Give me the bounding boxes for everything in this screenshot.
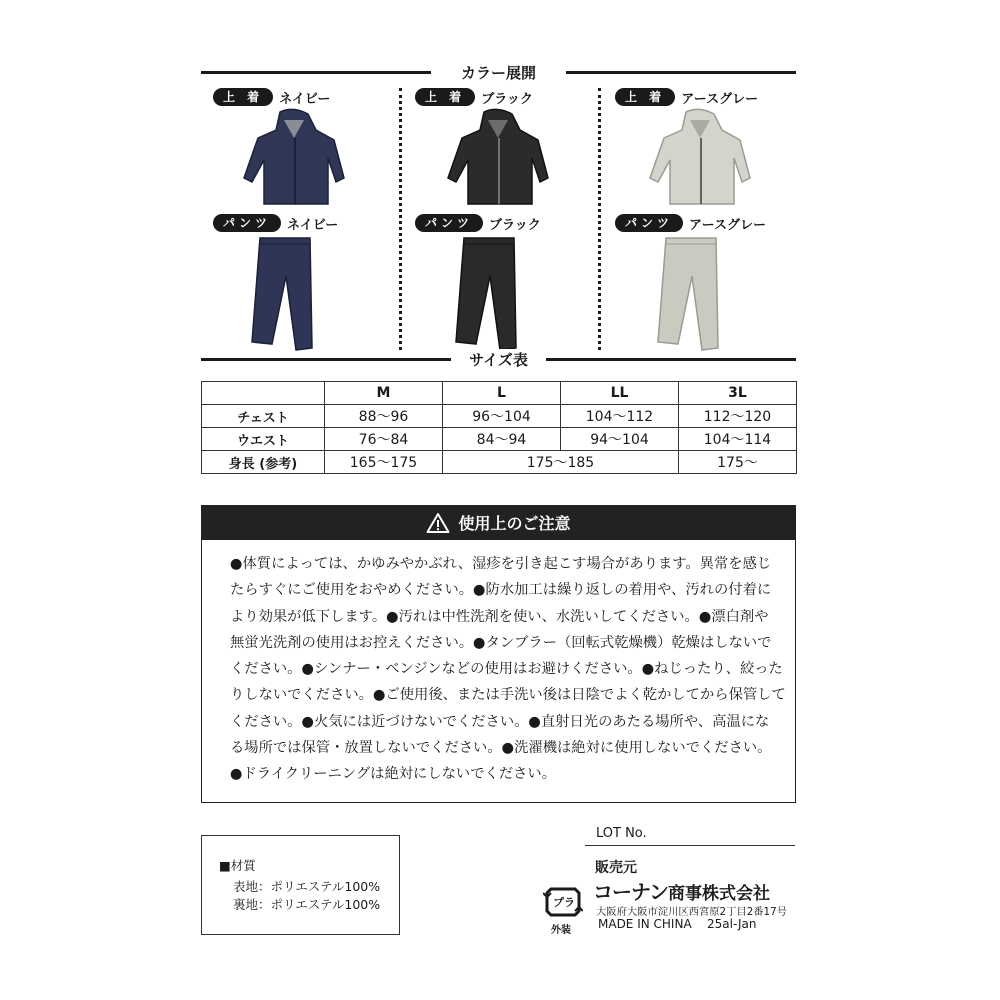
company-name <box>593 876 770 905</box>
caution-text <box>230 551 786 788</box>
color-section-title: カラー展開 <box>431 62 566 83</box>
table-cell: 76〜84 <box>325 428 443 451</box>
table-cell-merged: 175〜185 <box>443 451 679 474</box>
table-cell: 112〜120 <box>679 405 797 428</box>
jacket-image <box>238 108 348 208</box>
lot-number-line <box>585 845 795 846</box>
size-header-l: L <box>443 382 561 405</box>
size-section-title: サイズ表 <box>451 349 546 370</box>
color-column-earth-grey <box>610 86 790 356</box>
pants-pill: パンツ <box>615 214 683 232</box>
jacket-pill: 上 着 <box>213 88 273 106</box>
caution-line: る場所では保管・放置しないでください。●洗濯機は絶対に使用しないでください。 <box>230 740 772 757</box>
size-header-m: M <box>325 382 443 405</box>
production-code: 25al-Jan <box>707 917 757 931</box>
size-table-header-row <box>202 382 797 405</box>
pants-color-name: ブラック <box>489 217 541 233</box>
recycle-mark-text: プラ <box>553 896 575 909</box>
size-header-ll: LL <box>561 382 679 405</box>
table-row <box>202 451 797 474</box>
table-cell: 175〜 <box>679 451 797 474</box>
row-label-chest: チェスト <box>202 405 325 428</box>
color-column-black <box>410 86 590 356</box>
pants-tag <box>213 214 338 232</box>
pants-pill: パンツ <box>213 214 281 232</box>
table-cell: 84〜94 <box>443 428 561 451</box>
jacket-pill: 上 着 <box>615 88 675 106</box>
jacket-pill: 上 着 <box>415 88 475 106</box>
recycle-label: 外装 <box>551 925 571 936</box>
pants-color-name: ネイビー <box>287 217 339 233</box>
table-row <box>202 405 797 428</box>
pants-image <box>238 236 318 351</box>
warning-icon <box>426 512 450 534</box>
color-section-rule-left <box>201 71 431 74</box>
material-inner: 裏地：ポリエステル100% <box>233 897 381 912</box>
lot-number-label: LOT No. <box>596 826 647 841</box>
size-table-corner <box>202 382 325 405</box>
jacket-color-name: ネイビー <box>279 91 331 107</box>
caution-box <box>201 540 796 803</box>
company-suffix: 商事株式会社 <box>668 884 770 904</box>
table-row <box>202 428 797 451</box>
color-section-rule-right <box>566 71 796 74</box>
color-column-navy <box>208 86 388 356</box>
size-header-3l: 3L <box>679 382 797 405</box>
table-cell: 104〜114 <box>679 428 797 451</box>
material-box <box>201 835 400 935</box>
company-address: 大阪府大阪市淀川区西宮原2丁目2番17号 <box>596 906 787 918</box>
jacket-image <box>442 108 552 208</box>
jacket-color-name: アースグレー <box>681 91 759 107</box>
caution-line: たらすぐにご使用をおやめください。●防水加工は繰り返しの着用や、汚れの付着に <box>230 582 772 599</box>
column-separator <box>598 88 601 350</box>
material-heading: ■材質 <box>219 858 256 873</box>
caution-line: ●ドライクリーニングは絶対にしないでください。 <box>230 766 557 783</box>
caution-header <box>201 505 796 540</box>
caution-line: より効果が低下します。●汚れは中性洗剤を使い、水洗いしてください。●漂白剤や <box>230 608 769 625</box>
size-section-rule-right <box>546 358 796 361</box>
pants-color-name: アースグレー <box>689 217 766 233</box>
material-outer: 表地：ポリエステル100% <box>233 879 381 894</box>
jacket-tag <box>615 88 758 106</box>
caution-line: ●体質によっては、かゆみやかぶれ、湿疹を引き起こす場合があります。異常を感じ <box>230 556 772 572</box>
recycle-mark <box>543 885 583 937</box>
table-cell: 94〜104 <box>561 428 679 451</box>
column-separator <box>399 88 402 350</box>
caution-line: ください。●火気には近づけないでください。●直射日光のあたる場所や、高温にな <box>230 713 770 730</box>
company-brand: コーナン <box>593 880 668 904</box>
table-cell: 88〜96 <box>325 405 443 428</box>
jacket-color-name: ブラック <box>481 91 533 107</box>
size-table <box>201 381 797 474</box>
made-in-label: MADE IN CHINA <box>598 917 692 931</box>
caution-line: りしないでください。●ご使用後、または手洗い後は日陰でよく乾かしてから保管して <box>230 687 786 704</box>
pants-image <box>442 236 522 351</box>
jacket-image <box>644 108 754 208</box>
seller-label: 販売元 <box>595 860 637 876</box>
caution-title: 使用上のご注意 <box>458 514 571 533</box>
jacket-tag <box>415 88 533 106</box>
pants-tag <box>415 214 541 232</box>
table-cell: 96〜104 <box>443 405 561 428</box>
jacket-tag <box>213 88 330 106</box>
size-section-rule-left <box>201 358 451 361</box>
table-cell: 165〜175 <box>325 451 443 474</box>
caution-line: 無蛍光洗剤の使用はお控えください。●タンブラー（回転式乾燥機）乾燥はしないで <box>230 634 772 651</box>
pants-pill: パンツ <box>415 214 483 232</box>
caution-line: ください。●シンナー・ベンジンなどの使用はお避けください。●ねじったり、絞った <box>230 661 783 678</box>
table-cell: 104〜112 <box>561 405 679 428</box>
pants-image <box>644 236 724 351</box>
row-label-waist: ウエスト <box>202 428 325 451</box>
pants-tag <box>615 214 766 232</box>
row-label-height: 身長 (参考) <box>202 451 325 474</box>
